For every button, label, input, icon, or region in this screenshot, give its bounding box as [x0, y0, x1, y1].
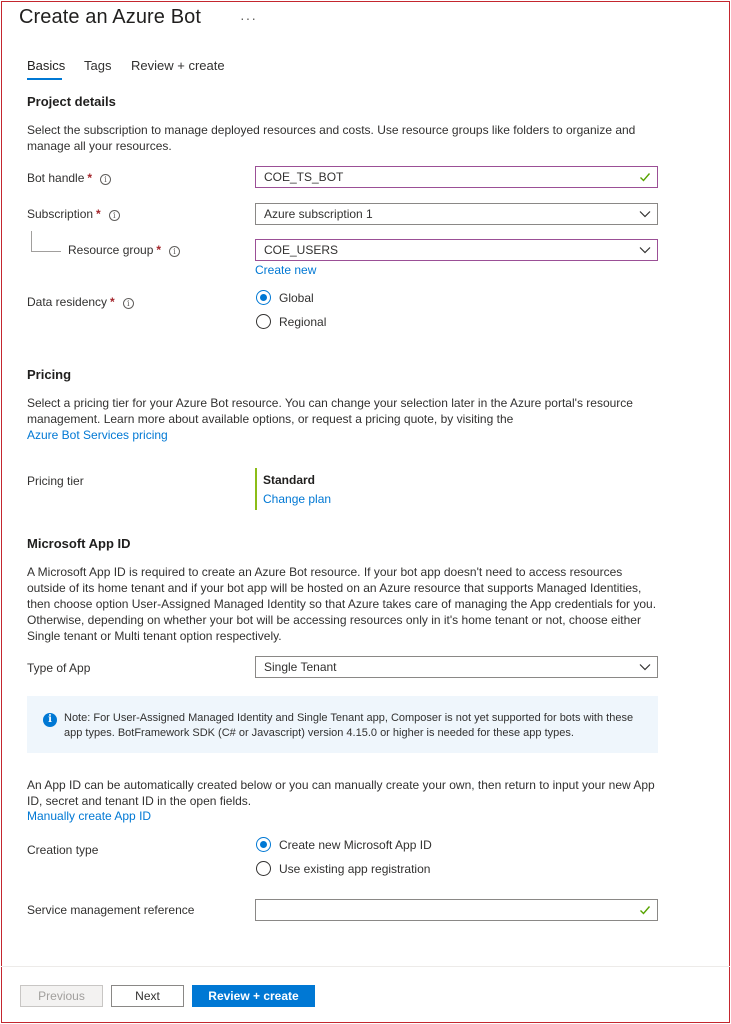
more-options-button[interactable]: ···	[240, 10, 257, 26]
info-icon[interactable]: i	[109, 210, 120, 221]
info-icon[interactable]: i	[123, 298, 134, 309]
bot-handle-input[interactable]: COE_TS_BOT	[255, 166, 658, 188]
creation-type-label: Creation type	[27, 843, 99, 857]
required-marker: *	[156, 243, 162, 257]
project-details-description: Select the subscription to manage deployed resources and costs. Use resource groups like folders to organize and manage all your resources.	[27, 123, 636, 153]
pricing-heading: Pricing	[27, 367, 72, 382]
radio-button[interactable]	[256, 837, 271, 852]
checkmark-icon	[639, 171, 651, 183]
pricing-tier-value: Standard	[263, 473, 316, 487]
info-note	[27, 696, 658, 753]
tab-review-create[interactable]: Review + create	[131, 58, 225, 73]
project-details-heading: Project details	[27, 94, 116, 109]
create-new-resource-group-link[interactable]: Create new	[255, 263, 317, 277]
subscription-label: Subscription * i	[27, 207, 120, 221]
bot-handle-label: Bot handle * i	[27, 171, 111, 185]
radio-button[interactable]	[256, 290, 271, 305]
subscription-select[interactable]: Azure subscription 1	[255, 203, 658, 225]
radio-use-existing-app[interactable]: Use existing app registration	[256, 861, 430, 876]
tab-tags[interactable]: Tags	[84, 58, 112, 73]
required-marker: *	[87, 171, 93, 185]
tab-basics[interactable]: Basics	[27, 58, 66, 73]
pricing-tier-label: Pricing tier	[27, 474, 84, 488]
footer-divider	[1, 966, 730, 967]
change-plan-link[interactable]: Change plan	[263, 492, 332, 506]
service-ref-label: Service management reference	[27, 903, 195, 917]
type-of-app-label: Type of App	[27, 661, 91, 675]
tree-connector	[31, 231, 32, 251]
page-title: Create an Azure Bot	[19, 6, 202, 28]
resource-group-select[interactable]: COE_USERS	[255, 239, 658, 261]
radio-button[interactable]	[256, 861, 271, 876]
required-marker: *	[110, 295, 115, 309]
pricing-description: Select a pricing tier for your Azure Bot resource. You can change your selection later in the Azure portal's resource management. Learn more about available options, or request a pricing quote, by visiting the	[27, 396, 633, 426]
app-id-heading: Microsoft App ID	[27, 536, 131, 551]
radio-create-new-app-id[interactable]: Create new Microsoft App ID	[256, 837, 432, 852]
data-residency-label: Data residency * i	[27, 295, 134, 309]
chevron-down-icon	[639, 661, 651, 673]
resource-group-label: Resource group * i	[68, 243, 180, 257]
active-tab-indicator	[27, 78, 62, 80]
chevron-down-icon	[639, 244, 651, 256]
info-icon[interactable]: i	[169, 246, 180, 257]
required-marker: *	[96, 207, 101, 221]
info-note-text: Note: For User-Assigned Managed Identity and Single Tenant app, Composer is not yet supported for bots with these app types. BotFramework SDK (C# or Javascript) version 4.15.0 or higher is needed for these app types.	[64, 712, 634, 739]
next-button[interactable]: Next	[111, 985, 184, 1007]
review-create-button[interactable]: Review + create	[192, 985, 315, 1007]
chevron-down-icon	[639, 208, 651, 220]
info-icon: i	[43, 713, 57, 727]
radio-regional[interactable]: Regional	[256, 314, 326, 329]
service-ref-input[interactable]	[255, 899, 658, 921]
radio-global[interactable]: Global	[256, 290, 314, 305]
app-id-description: A Microsoft App ID is required to create an Azure Bot resource. If your bot app doesn't need to access resources outside of its home tenant and if your bot app will be hosted on an Azure resource that supports Managed Identities, then choose option User-Assigned Managed Identity so that Azure takes care of managing the App credentials for you. Otherwise, depending on whether your bot will be accessing resources only in it's home tenant or not, choose either Single tenant or Multi tenant option respectively.	[27, 565, 657, 643]
radio-button[interactable]	[256, 314, 271, 329]
checkmark-icon	[639, 904, 651, 916]
pricing-link[interactable]: Azure Bot Services pricing	[27, 428, 168, 442]
previous-button[interactable]: Previous	[20, 985, 103, 1007]
tree-connector	[31, 251, 61, 252]
manual-create-app-id-link[interactable]: Manually create App ID	[27, 809, 152, 823]
type-of-app-select[interactable]: Single Tenant	[255, 656, 658, 678]
info-icon[interactable]: i	[100, 174, 111, 185]
pricing-tier-accent	[255, 468, 257, 510]
app-id-auto-text: An App ID can be automatically created below or you can manually create your own, then return to input your new App ID, secret and tenant ID in the open fields.	[27, 778, 655, 808]
